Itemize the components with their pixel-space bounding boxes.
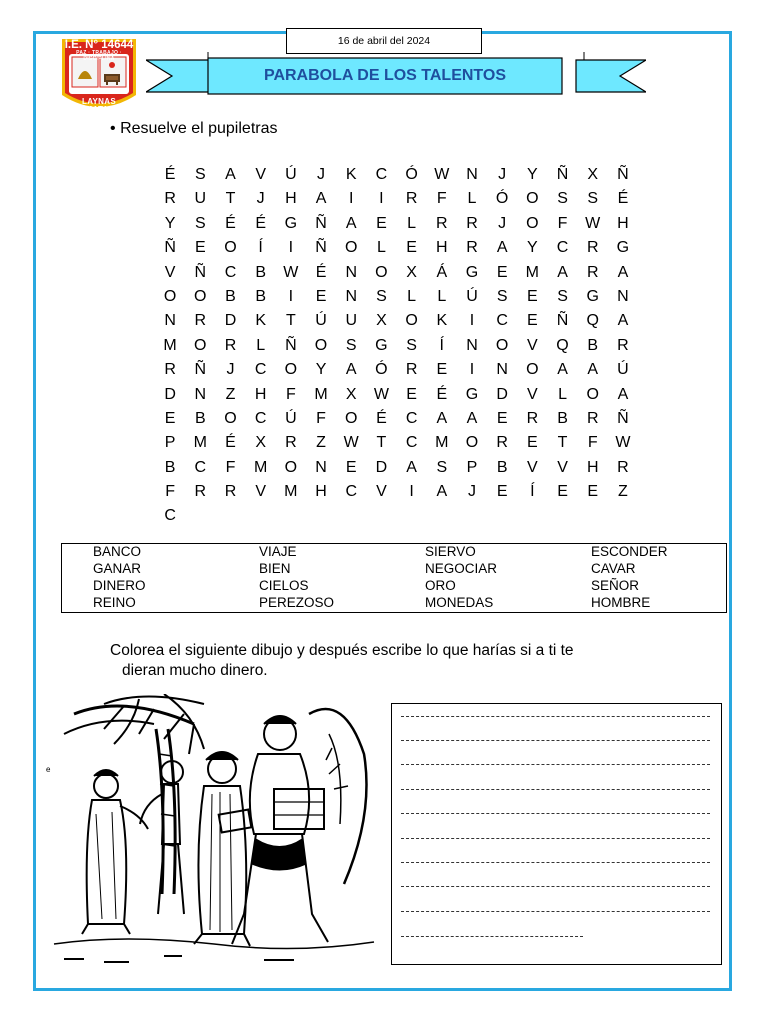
grid-cell[interactable]: O [495, 336, 509, 354]
grid-cell[interactable]: C [375, 166, 388, 183]
grid-cell[interactable]: M [435, 434, 449, 452]
grid-cell[interactable]: N [315, 458, 327, 476]
grid-cell[interactable]: A [315, 190, 327, 208]
grid-cell[interactable]: B [557, 409, 568, 427]
grid-cell[interactable]: É [376, 409, 387, 427]
grid-cell[interactable]: F [587, 434, 598, 452]
writing-line[interactable] [401, 764, 710, 765]
grid-cell[interactable]: G [465, 263, 479, 281]
writing-line[interactable] [401, 862, 710, 863]
grid-cell[interactable]: Ú [285, 409, 297, 427]
grid-cell[interactable]: N [345, 287, 357, 305]
grid-cell[interactable]: F [436, 190, 447, 208]
grid-cell[interactable]: F [285, 385, 296, 403]
grid-cell[interactable]: O [314, 336, 328, 354]
grid-cell[interactable]: Y [315, 361, 327, 379]
grid-cell[interactable]: N [164, 312, 176, 330]
grid-cell[interactable]: H [285, 190, 297, 208]
grid-cell[interactable]: J [256, 190, 265, 208]
grid-cell[interactable]: R [466, 239, 478, 257]
grid-cell[interactable]: X [406, 263, 417, 281]
logo-motto: PAZ · TRABAJO · DISCIPLINA [76, 50, 122, 62]
grid-cell[interactable]: G [586, 287, 599, 305]
grid-cell[interactable]: Z [618, 483, 628, 501]
grid-cell[interactable]: É [255, 214, 266, 232]
instruction-1-text: Resuelve el pupiletras [120, 120, 278, 137]
grid-cell[interactable]: R [466, 214, 478, 232]
grid-cell[interactable]: I [469, 361, 475, 379]
grid-cell[interactable]: E [527, 434, 538, 452]
grid-cell[interactable]: O [194, 336, 207, 354]
word-list-item: SIERVO [425, 544, 476, 559]
word-list-item: ESCONDER [591, 544, 668, 559]
word-list-item: HOMBRE [591, 595, 651, 610]
grid-cell[interactable]: S [587, 190, 599, 208]
grid-cell[interactable]: N [345, 263, 357, 281]
grid-cell[interactable]: Ú [315, 312, 327, 330]
grid-cell[interactable]: J [498, 166, 507, 183]
writing-line[interactable] [401, 740, 710, 741]
grid-cell[interactable]: M [193, 434, 207, 452]
word-search-grid [155, 163, 638, 529]
grid-cell[interactable]: F [165, 483, 175, 501]
grid-cell[interactable]: R [224, 483, 237, 501]
grid-cell[interactable]: O [224, 239, 237, 257]
grid-cell[interactable]: J [317, 166, 326, 183]
grid-cell[interactable]: P [164, 434, 176, 452]
grid-cell[interactable]: C [164, 507, 176, 525]
word-list-item: SEÑOR [591, 578, 640, 593]
grid-cell[interactable]: X [255, 434, 266, 452]
grid-cell[interactable]: J [467, 483, 476, 501]
grid-cell[interactable]: Ñ [617, 409, 629, 427]
grid-cell[interactable]: Í [258, 239, 263, 257]
grid-cell[interactable]: E [527, 287, 538, 305]
school-crest-icon [60, 37, 138, 115]
grid-cell[interactable]: E [406, 239, 417, 257]
grid-cell[interactable]: A [617, 385, 629, 403]
grid-cell[interactable]: B [164, 458, 176, 476]
grid-cell[interactable]: X [376, 312, 387, 330]
grid-cell[interactable]: R [164, 361, 176, 379]
grid-cell[interactable]: E [496, 263, 508, 281]
grid-cell[interactable]: T [225, 190, 236, 208]
grid-cell[interactable]: Y [527, 166, 538, 183]
grid-cell[interactable]: R [164, 190, 176, 208]
instruction-2 [110, 641, 690, 681]
grid-cell[interactable]: N [617, 287, 629, 305]
grid-cell[interactable]: C [496, 312, 508, 330]
grid-cell[interactable]: S [194, 166, 206, 183]
grid-cell[interactable]: S [345, 336, 357, 354]
grid-cell[interactable]: Ú [466, 287, 478, 305]
grid-cell[interactable]: S [436, 458, 448, 476]
logo-place-1: LAYNAS [82, 97, 116, 106]
instruction-2-line-2: dieran mucho dinero. [122, 662, 268, 679]
word-list [93, 543, 731, 611]
grid-cell[interactable]: D [496, 385, 508, 403]
writing-line[interactable] [401, 813, 710, 814]
grid-cell[interactable]: Ú [617, 361, 629, 379]
grid-cell[interactable]: K [436, 312, 448, 330]
grid-cell[interactable]: B [255, 287, 266, 305]
grid-cell[interactable]: V [255, 166, 266, 183]
grid-cell[interactable]: R [586, 239, 599, 257]
grid-cell[interactable]: S [194, 214, 206, 232]
bullet-dot: • [110, 120, 116, 137]
grid-cell[interactable]: R [496, 434, 508, 452]
grid-cell[interactable]: Z [225, 385, 236, 403]
margin-mark: e [46, 765, 51, 774]
grid-cell[interactable]: H [315, 483, 327, 501]
grid-cell[interactable]: Ñ [315, 214, 327, 232]
grid-cell[interactable]: O [163, 287, 177, 305]
word-list-item: ORO [425, 578, 456, 593]
grid-cell[interactable]: Ñ [556, 312, 569, 330]
grid-cell[interactable]: V [164, 263, 176, 281]
grid-cell[interactable]: E [587, 483, 599, 501]
grid-cell[interactable]: Ñ [194, 263, 207, 281]
grid-cell[interactable]: A [557, 361, 568, 379]
grid-cell[interactable]: É [225, 214, 236, 232]
word-list-item: PEREZOSO [259, 595, 335, 610]
grid-cell[interactable]: C [254, 409, 267, 427]
grid-cell[interactable]: Ñ [194, 361, 207, 379]
grid-cell[interactable]: Í [439, 336, 444, 354]
grid-cell[interactable]: O [194, 287, 207, 305]
writing-line[interactable] [401, 716, 710, 717]
grid-cell[interactable]: E [406, 385, 417, 403]
writing-line[interactable] [401, 838, 710, 839]
instruction-2-line-1: Colorea el siguiente dibujo y después escribe lo que harías si a ti te [110, 642, 574, 659]
grid-cell[interactable]: N [466, 336, 478, 354]
writing-answer-box[interactable] [391, 703, 722, 965]
grid-cell[interactable]: R [224, 336, 237, 354]
grid-cell[interactable]: C [556, 239, 569, 257]
grid-cell[interactable]: O [344, 239, 358, 257]
grid-cell[interactable]: B [255, 263, 266, 281]
grid-cell[interactable]: N [194, 385, 207, 403]
grid-cell[interactable]: R [617, 458, 629, 476]
word-list-item: REINO [93, 595, 136, 610]
page-title: PARABOLA DE LOS TALENTOS [263, 67, 507, 84]
grid-cell[interactable]: F [557, 214, 568, 232]
grid-cell[interactable]: S [496, 287, 508, 305]
grid-cell[interactable]: Í [530, 483, 535, 501]
grid-cell[interactable]: T [285, 312, 296, 330]
grid-cell[interactable]: X [345, 385, 357, 403]
word-list-item: MONEDAS [425, 595, 494, 610]
grid-cell[interactable]: F [316, 409, 326, 427]
grid-cell[interactable]: O [344, 409, 358, 427]
grid-cell[interactable]: O [284, 361, 298, 379]
grid-cell[interactable]: C [254, 361, 267, 379]
grid-cell[interactable]: V [527, 458, 538, 476]
grid-cell[interactable]: Y [164, 214, 176, 232]
word-list-item: DINERO [93, 578, 146, 593]
grid-cell[interactable]: É [225, 434, 236, 452]
grid-cell[interactable]: E [496, 483, 508, 501]
grid-cell[interactable]: R [617, 336, 629, 354]
grid-cell[interactable]: L [376, 239, 386, 257]
grid-cell[interactable]: S [557, 190, 568, 208]
date-box: 16 de abril del 2024 [286, 28, 482, 54]
grid-cell[interactable]: I [469, 312, 475, 330]
grid-cell[interactable]: Z [316, 434, 326, 452]
grid-cell[interactable]: É [436, 385, 448, 403]
grid-cell[interactable]: P [466, 458, 478, 476]
grid-cell[interactable]: G [375, 336, 388, 354]
grid-cell[interactable]: X [587, 166, 599, 183]
grid-cell[interactable]: E [376, 214, 387, 232]
grid-cell[interactable]: A [617, 312, 629, 330]
grid-cell[interactable]: C [405, 434, 418, 452]
writing-line[interactable] [401, 789, 710, 790]
grid-cell[interactable]: O [465, 434, 479, 452]
grid-cell[interactable]: Ñ [556, 166, 569, 183]
word-list-item: GANAR [93, 561, 142, 576]
grid-cell[interactable]: W [615, 434, 631, 452]
grid-cell[interactable]: E [194, 239, 206, 257]
grid-cell[interactable]: L [256, 336, 266, 354]
grid-cell[interactable]: A [587, 361, 599, 379]
grid-cell[interactable]: O [526, 214, 539, 232]
grid-cell[interactable]: A [345, 361, 357, 379]
grid-cell[interactable]: L [407, 287, 417, 305]
grid-cell[interactable]: E [436, 361, 448, 379]
grid-cell[interactable]: E [557, 483, 568, 501]
grid-cell[interactable]: U [345, 312, 357, 330]
grid-cell[interactable]: R [194, 483, 207, 501]
grid-cell[interactable]: Q [556, 336, 569, 354]
grid-cell[interactable]: Á [436, 263, 448, 281]
grid-cell[interactable]: C [224, 263, 237, 281]
grid-cell[interactable]: R [405, 190, 418, 208]
grid-cell[interactable]: É [164, 166, 176, 183]
word-list-item: BANCO [93, 544, 142, 559]
logo-school-name: I.E. N° 14644 [64, 39, 134, 51]
grid-cell[interactable]: C [194, 458, 207, 476]
grid-cell[interactable]: L [558, 385, 567, 403]
grid-cell[interactable]: C [405, 409, 418, 427]
grid-cell[interactable]: V [376, 483, 387, 501]
writing-line[interactable] [401, 936, 583, 937]
grid-cell[interactable]: G [465, 385, 479, 403]
grid-cell[interactable]: A [436, 483, 448, 501]
grid-cell[interactable]: Ñ [315, 239, 327, 257]
grid-cell[interactable]: A [436, 409, 448, 427]
grid-cell[interactable]: Ó [405, 166, 418, 183]
grid-cell[interactable]: A [406, 458, 417, 476]
grid-cell[interactable]: S [557, 287, 568, 305]
grid-cell[interactable]: G [284, 214, 298, 232]
grid-cell[interactable]: H [436, 239, 448, 257]
grid-cell[interactable]: Q [586, 312, 599, 330]
grid-cell[interactable]: S [406, 336, 417, 354]
grid-cell[interactable]: O [586, 385, 599, 403]
grid-cell[interactable]: K [255, 312, 266, 330]
grid-cell[interactable]: L [437, 287, 447, 305]
grid-cell[interactable]: I [348, 190, 354, 208]
grid-cell[interactable]: A [225, 166, 236, 183]
grid-cell[interactable]: V [255, 483, 266, 501]
grid-cell[interactable]: W [343, 434, 359, 452]
word-list-item: NEGOCIAR [425, 561, 498, 576]
grid-cell[interactable]: W [373, 385, 389, 403]
grid-cell[interactable]: W [434, 166, 450, 183]
grid-cell[interactable]: R [194, 312, 207, 330]
grid-cell[interactable]: V [527, 385, 538, 403]
grid-cell[interactable]: N [496, 361, 508, 379]
grid-cell[interactable]: Ñ [164, 239, 176, 257]
grid-cell[interactable]: V [527, 336, 538, 354]
grid-cell[interactable]: H [586, 458, 599, 476]
grid-cell[interactable]: Ú [285, 166, 297, 183]
grid-cell[interactable]: E [315, 287, 327, 305]
grid-cell[interactable]: I [409, 483, 414, 501]
grid-cell[interactable]: Ó [495, 190, 509, 208]
grid-cell[interactable]: H [254, 385, 267, 403]
grid-cell[interactable]: L [407, 214, 417, 232]
instruction-1 [110, 120, 277, 138]
grid-cell[interactable]: I [379, 190, 384, 208]
grid-cell[interactable]: T [376, 434, 387, 452]
grid-cell[interactable]: F [225, 458, 236, 476]
grid-cell[interactable]: R [285, 434, 297, 452]
grid-cell[interactable]: W [585, 214, 601, 232]
grid-cell[interactable]: J [226, 361, 235, 379]
grid-cell[interactable]: I [288, 239, 294, 257]
grid-cell[interactable]: G [616, 239, 630, 257]
grid-cell[interactable]: R [526, 409, 539, 427]
writing-line[interactable] [401, 911, 710, 912]
grid-cell[interactable]: U [194, 190, 207, 208]
grid-cell[interactable]: R [405, 361, 418, 379]
grid-cell[interactable]: E [345, 458, 357, 476]
grid-cell[interactable]: K [345, 166, 357, 183]
grid-cell[interactable]: O [284, 458, 298, 476]
grid-cell[interactable]: D [224, 312, 237, 330]
grid-cell[interactable]: N [466, 166, 478, 183]
grid-cell[interactable]: T [557, 434, 568, 452]
writing-line[interactable] [401, 886, 710, 887]
grid-cell[interactable]: M [525, 263, 539, 281]
grid-cell[interactable]: O [375, 263, 388, 281]
grid-cell[interactable]: R [586, 409, 599, 427]
grid-cell[interactable]: M [284, 483, 298, 501]
grid-cell[interactable]: E [164, 409, 176, 427]
grid-cell[interactable]: V [557, 458, 568, 476]
grid-cell[interactable]: É [315, 263, 327, 281]
grid-cell[interactable]: E [527, 312, 538, 330]
word-list-item: VIAJE [259, 544, 297, 559]
grid-cell[interactable]: O [405, 312, 418, 330]
grid-cell[interactable]: J [498, 214, 507, 232]
grid-cell[interactable]: O [526, 190, 539, 208]
grid-cell[interactable]: A [557, 263, 568, 281]
grid-cell[interactable]: A [496, 239, 508, 257]
grid-cell[interactable]: A [617, 263, 629, 281]
grid-cell[interactable]: M [314, 385, 328, 403]
word-list-item: CAVAR [591, 561, 636, 576]
word-list-item: BIEN [259, 561, 291, 576]
grid-cell[interactable]: I [288, 287, 294, 305]
grid-cell[interactable]: L [467, 190, 477, 208]
grid-cell[interactable]: Y [527, 239, 538, 257]
grid-cell[interactable]: M [163, 336, 177, 354]
grid-cell[interactable]: B [587, 336, 599, 354]
grid-cell[interactable]: Ó [375, 361, 388, 379]
coloring-illustration [44, 694, 380, 970]
grid-cell[interactable]: D [164, 385, 176, 403]
grid-cell[interactable]: R [586, 263, 599, 281]
grid-cell[interactable]: B [194, 409, 206, 427]
word-list-item: CIELOS [259, 578, 309, 593]
grid-cell[interactable]: A [466, 409, 478, 427]
grid-cell[interactable]: C [345, 483, 357, 501]
grid-cell[interactable]: W [283, 263, 299, 281]
grid-cell[interactable]: É [617, 190, 629, 208]
grid-cell[interactable]: B [496, 458, 508, 476]
grid-cell[interactable]: S [376, 287, 387, 305]
grid-cell[interactable]: A [345, 214, 357, 232]
grid-cell[interactable]: M [253, 458, 268, 476]
grid-cell[interactable]: B [225, 287, 236, 305]
logo-place-2: LA MATANZA [72, 105, 126, 114]
grid-cell[interactable]: Ñ [617, 166, 629, 183]
grid-cell[interactable]: O [224, 409, 237, 427]
grid-cell[interactable]: H [617, 214, 629, 232]
grid-cell[interactable]: D [375, 458, 388, 476]
grid-cell[interactable]: E [496, 409, 508, 427]
grid-cell[interactable]: Ñ [285, 336, 297, 354]
grid-cell[interactable]: O [526, 361, 539, 379]
grid-cell[interactable]: R [436, 214, 448, 232]
